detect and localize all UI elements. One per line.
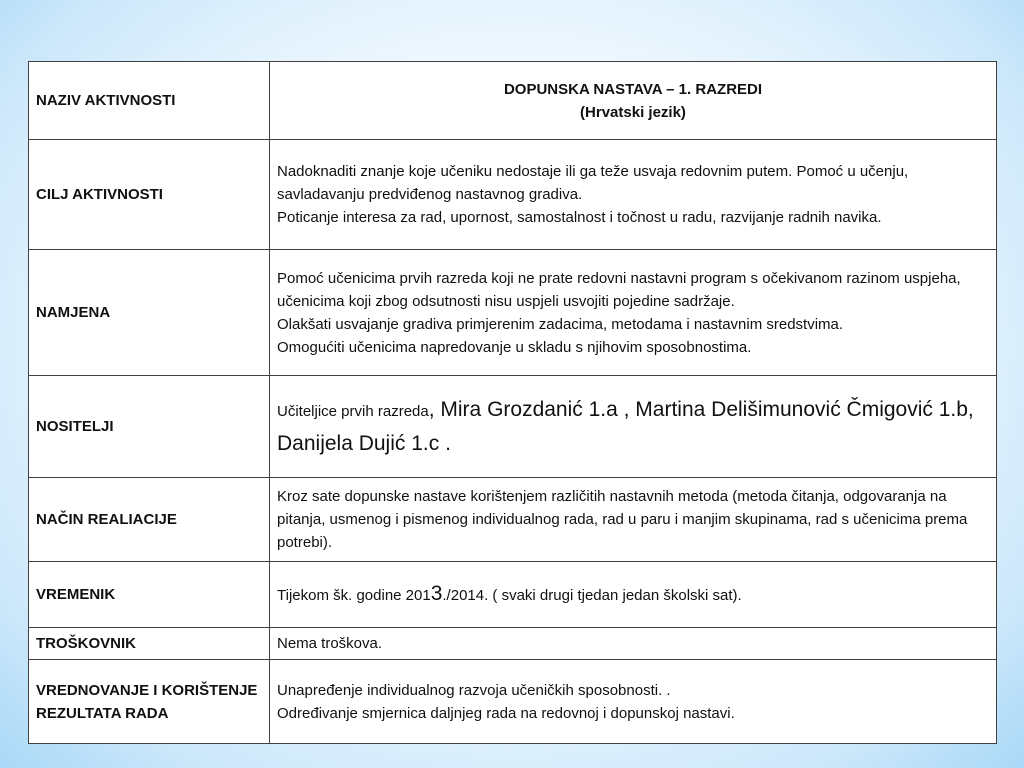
value-line: Unapređenje individualnog razvoja učeničkih sposobnosti. .: [277, 681, 671, 699]
row-label: NOSITELJI: [29, 376, 270, 478]
value-line: Nadoknaditi znanje koje učeniku nedostaje ili ga teže usvaja redovnim putem. Pomoć u učenju, savladavanju predviđenog nastavnog gradiva.: [277, 163, 909, 203]
row-label: VREDNOVANJE I KORIŠTENJE REZULTATA RADA: [29, 660, 270, 744]
table-row: [29, 660, 997, 744]
row-label: NAMJENA: [29, 250, 270, 376]
table-row: [29, 62, 997, 140]
table-row: [29, 250, 997, 376]
row-value: [270, 562, 997, 628]
activity-plan-table: [28, 61, 997, 744]
value-line: Olakšati usvajanje gradiva primjerenim zadacima, metodama i nastavnim sredstvima.: [277, 315, 844, 333]
table-row: [29, 140, 997, 250]
row-label: CILJ AKTIVNOSTI: [29, 140, 270, 250]
row-value: [270, 478, 997, 562]
teacher-names: , Mira Grozdanić 1.a , Martina Delišimunović Čmigović 1.b, Danijela Dujić 1.c .: [277, 397, 974, 455]
row-value: [270, 376, 997, 478]
row-value: [270, 62, 997, 140]
row-label: NAZIV AKTIVNOSTI: [29, 62, 270, 140]
value-line: Nema troškova.: [277, 635, 383, 652]
value-line: Omogućiti učenicima napredovanje u skladu s njihovim sposobnostima.: [277, 338, 752, 356]
value-line: Poticanje interesa za rad, upornost, samostalnost i točnost u radu, razvijanje radnih navika.: [277, 209, 882, 226]
teachers-prefix: Učiteljice prvih razreda: [277, 402, 429, 420]
table-row: [29, 376, 997, 478]
schedule-text-rest: ./2014. ( svaki drugi tjedan jedan školski sat).: [442, 587, 742, 604]
table-row: [29, 478, 997, 562]
activity-subtitle: (Hrvatski jezik): [580, 103, 686, 121]
row-value: [270, 660, 997, 744]
schedule-year-digit: 3: [430, 582, 443, 605]
table-row: [29, 628, 997, 660]
row-value: [270, 628, 997, 660]
value-line: Određivanje smjernica daljnjeg rada na redovnoj i dopunskoj nastavi.: [277, 704, 735, 722]
row-label: NAČIN REALIACIJE: [29, 478, 270, 562]
row-value: [270, 140, 997, 250]
row-label: TROŠKOVNIK: [29, 628, 270, 660]
activity-title: DOPUNSKA NASTAVA – 1. RAZREDI: [503, 80, 763, 98]
row-label: VREMENIK: [29, 562, 270, 628]
row-value: [270, 250, 997, 376]
table-row: [29, 562, 997, 628]
schedule-text: Tijekom šk. godine 201: [277, 587, 431, 604]
value-line: Pomoć učenicima prvih razreda koji ne prate redovni nastavni program s očekivanom razinom uspjeha, učenicima koji zbog odsutnosti nisu uspjeli usvojiti pojedine sadržaje.: [277, 269, 961, 310]
value-line: Kroz sate dopunske nastave korištenjem različitih nastavnih metoda (metoda čitanja, odgovaranja na pitanja, usmenog i pismenog individualnog rada, rad u paru i manjim skupinama, rad s učenicima prema potrebi).: [277, 488, 968, 551]
